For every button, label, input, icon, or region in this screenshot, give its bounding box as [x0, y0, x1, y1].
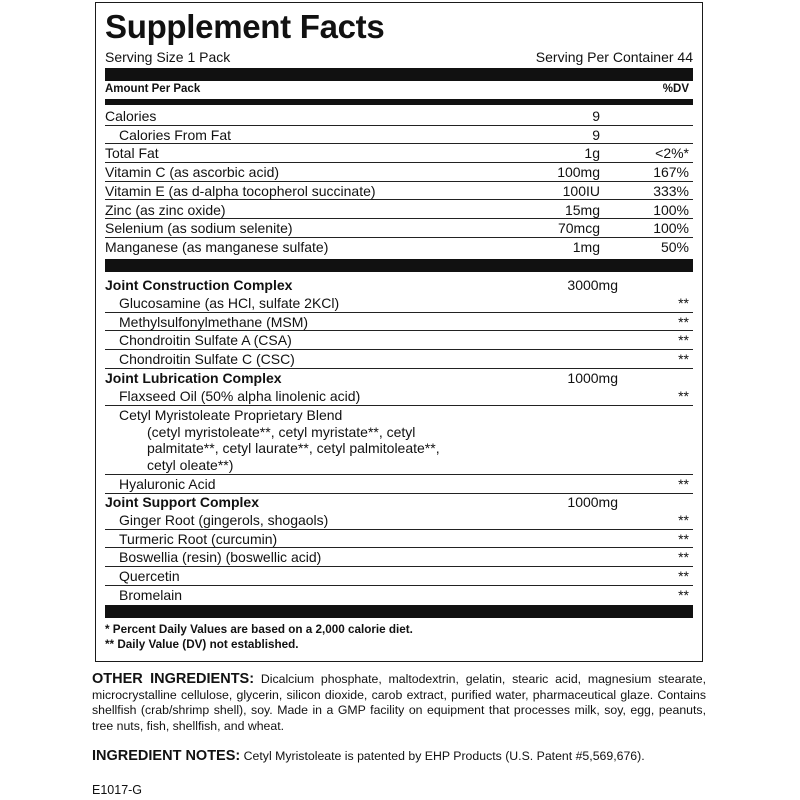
ingredient-notes: [92, 748, 706, 764]
thick-divider: [105, 605, 693, 618]
complex-header-construction: Joint Construction Complex 3000mg: [105, 277, 618, 293]
amount-header-row: [105, 83, 693, 95]
other-ingredients-text: Dicalcium phosphate, maltodextrin, gelatin, stearic acid, magnesium stearate, microcrystalline cellulose, glycerin, silicon dioxide, carob extract, purified water, pharmaceutical glaze. Contains shellfish (crab/shrimp shell), soy. Made in a GMP facility on equipment that processes milk, soy, egg, peanuts, tree nuts, fish, shellfish, and wheat.: [92, 672, 707, 733]
other-ingredients-label: OTHER INGREDIENTS:: [92, 671, 255, 687]
nutrient-row: Selenium (as sodium selenite) 70mcg 100%: [105, 219, 693, 238]
blend-line: palmitate**, cetyl laurate**, cetyl palmitoleate**,: [147, 440, 440, 456]
blend-line: (cetyl myristoleate**, cetyl myristate**, cetyl: [147, 423, 416, 440]
ingredient-row: Glucosamine (as HCl, sulfate 2KCl) **: [105, 294, 693, 313]
blend-title: Cetyl Myristoleate Proprietary Blend: [119, 407, 343, 423]
thick-divider: [105, 259, 693, 272]
blend-block: [105, 407, 693, 475]
ingredient-row: Ginger Root (gingerols, shogaols) **: [105, 511, 693, 530]
nutrient-row: Calories 9: [105, 107, 693, 126]
product-code: E1017-G: [92, 783, 143, 797]
supplement-facts-panel: [95, 2, 703, 662]
footnote: * Percent Daily Values are based on a 2,000 calorie diet.: [105, 623, 413, 636]
ingredient-row: Boswellia (resin) (boswellic acid) **: [105, 548, 693, 567]
medium-divider: [105, 99, 693, 105]
blend-line: cetyl oleate**): [147, 456, 234, 473]
ingredient-notes-label: INGREDIENT NOTES:: [92, 748, 241, 764]
ingredient-row: Bromelain **: [119, 586, 689, 603]
ingredient-row: Methylsulfonylmethane (MSM) **: [105, 313, 693, 332]
ingredient-row: Hyaluronic Acid **: [105, 475, 693, 494]
other-ingredients: [92, 672, 706, 734]
ingredient-row: Quercetin **: [105, 567, 693, 586]
nutrient-row: Manganese (as manganese sulfate) 1mg 50%: [105, 238, 689, 255]
footnotes: [105, 622, 413, 652]
servings-per-container: Serving Per Container 44: [535, 49, 693, 65]
panel-title: Supplement Facts: [105, 8, 385, 45]
nutrient-row: Zinc (as zinc oxide) 15mg 100%: [105, 201, 693, 220]
nutrient-row: Total Fat 1g <2%*: [105, 144, 693, 163]
serving-size: Serving Size 1 Pack: [105, 49, 231, 65]
complex-header-support: Joint Support Complex 1000mg: [105, 494, 618, 510]
ingredient-row: Chondroitin Sulfate C (CSC) **: [105, 350, 693, 369]
thick-divider: [105, 68, 693, 81]
nutrient-row: Calories From Fat 9: [105, 126, 693, 145]
complex-header-lubrication: Joint Lubrication Complex 1000mg: [105, 370, 618, 386]
serving-info: [105, 49, 693, 65]
ingredient-row: Turmeric Root (curcumin) **: [105, 530, 693, 549]
amount-header: Amount Per Pack: [105, 83, 201, 95]
ingredient-row: Chondroitin Sulfate A (CSA) **: [105, 331, 693, 350]
nutrient-row: Vitamin C (as ascorbic acid) 100mg 167%: [105, 163, 693, 182]
footnote: ** Daily Value (DV) not established.: [105, 638, 299, 651]
nutrient-row: Vitamin E (as d-alpha tocopherol succinate) 100IU 333%: [105, 182, 693, 201]
dv-header: %DV: [662, 83, 689, 95]
ingredient-notes-text: Cetyl Myristoleate is patented by EHP Products (U.S. Patent #5,569,676).: [243, 749, 645, 763]
ingredient-row: Flaxseed Oil (50% alpha linolenic acid) **: [105, 387, 693, 406]
